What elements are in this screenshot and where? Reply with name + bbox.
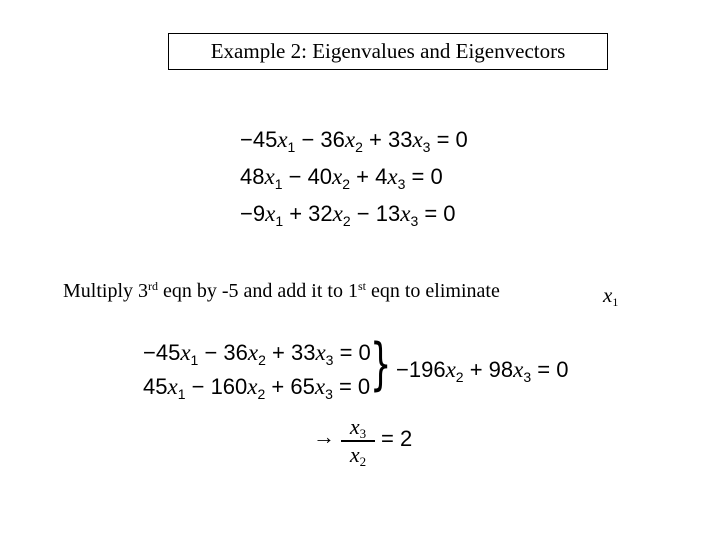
slide-title: Example 2: Eigenvalues and Eigenvectors — [168, 33, 608, 70]
system-equation-1: $-45x_1 - 36x_2 + 33x_3 = 0$ — [240, 127, 468, 155]
implies-arrow: → — [313, 424, 335, 449]
fraction-denominator: $x_2$ — [349, 441, 367, 469]
result-equation: $-196x_2 + 98x_3 = 0$ — [396, 357, 569, 385]
combined-equation-2: $45x_1 - 160x_2 + 65x_3 = 0$ — [143, 374, 371, 402]
instruction-text: Multiply 3rd eqn by -5 and add it to 1st eqn to eliminate — [63, 279, 500, 302]
right-brace: } — [370, 332, 392, 397]
ratio-fraction — [341, 415, 375, 467]
system-equation-3: $-9x_1 + 32x_2 - 13x_3 = 0$ — [240, 201, 456, 229]
combined-equation-1: $-45x_1 - 36x_2 + 33x_3 = 0$ — [143, 340, 371, 368]
fraction-numerator: $x_3$ — [349, 414, 367, 441]
ratio-value: = 2 — [381, 426, 413, 451]
system-equation-2: $48x_1 - 40x_2 + 4x_3 = 0$ — [240, 164, 443, 192]
eliminated-variable: $x_1$ — [603, 283, 619, 309]
